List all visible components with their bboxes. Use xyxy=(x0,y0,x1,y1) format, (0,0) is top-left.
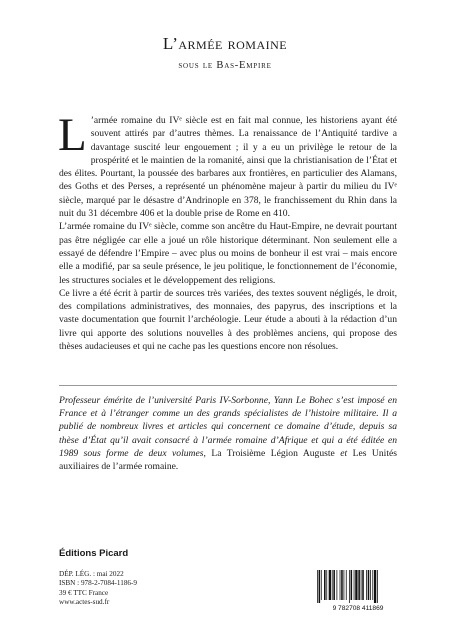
blurb-paragraph-text: ’armée romaine du IVᵉ siècle est en fait mal connue, les historiens ayant été souvent attirés par d’autres thèmes. La renaissance de l’Antiquité tardive a davantage suscité leur engouement ; il y a eu un privilège le retour de la prospérité et le maintien de la romanité, ainsi que la christianisation de l’État et des élites. Pourtant, la poussée des barbares aux frontières, en particulier des Alamans, des Goths et des Perses, a représenté un phénomène majeur à partir du milieu du IVᵉ siècle, marqué par le désastre d’Andrinople en 378, le franchissement du Rhin dans la nuit du 31 décembre 406 et la double prise de Rome en 410. xyxy=(59,115,397,220)
barcode-bar xyxy=(377,570,378,603)
barcode-bar xyxy=(355,570,357,600)
barcode-digits: 9 782708 411869 xyxy=(332,605,384,612)
drop-cap: L xyxy=(58,109,87,161)
publisher-name: Éditions Picard xyxy=(59,548,129,559)
barcode-bar xyxy=(361,570,362,600)
legal-deposit: DÉP. LÉG. : mai 2022 xyxy=(59,570,124,578)
divider xyxy=(59,385,397,386)
barcode-bar xyxy=(329,570,331,600)
barcode-bar xyxy=(337,570,338,600)
barcode-bar xyxy=(362,570,364,600)
blurb xyxy=(58,109,397,353)
barcode-bar xyxy=(346,570,347,600)
book-title-reference: La Troisième Légion Auguste xyxy=(211,447,335,459)
barcode-bar xyxy=(372,570,373,600)
barcode-bars xyxy=(317,570,378,603)
barcode-bar xyxy=(349,570,350,603)
barcode-bar xyxy=(340,570,341,600)
author-bio-text: et xyxy=(334,447,353,459)
barcode-bar xyxy=(332,570,333,600)
book-subtitle: sous le Bas-Empire xyxy=(178,60,272,71)
barcode-bar xyxy=(354,570,355,600)
barcode-bar xyxy=(317,570,318,603)
legal-info xyxy=(59,570,137,608)
barcode-bar xyxy=(319,570,321,603)
author-bio xyxy=(59,394,397,473)
barcode xyxy=(313,568,403,612)
barcode-bar xyxy=(344,570,345,600)
barcode-bar xyxy=(374,570,376,603)
barcode-bar xyxy=(321,570,322,600)
barcode-bar xyxy=(341,570,343,600)
barcode-bar xyxy=(370,570,371,600)
barcode-bar xyxy=(351,570,353,600)
barcode-bar xyxy=(366,570,367,600)
book-title: L’armée romaine xyxy=(162,34,288,53)
blurb-paragraph: Ce livre a été écrit à partir de sources très variées, des textes souvent négligés, le droit, des compilations administratives, des monnaies, des papyrus, des inscriptions et la vaste documentation que fournit l’archéologie. Leur étude a abouti à la rédaction d’un livre qui apporte des solutions nouvelles à des problèmes anciens, qui propose des thèses audacieuses et qui ne cache pas les questions encore non résolues. xyxy=(59,287,397,353)
website: www.actes-sud.fr xyxy=(59,598,110,607)
blurb-paragraph xyxy=(58,109,397,220)
blurb-paragraph: L’armée romaine du IVᵉ siècle, comme son ancêtre du Haut-Empire, ne devrait pourtant pas être négligée car elle a joué un rôle historique déterminant. Non seulement elle a essayé de défendre l’Empire – avec plus ou moins de bonheur il est vrai – mais encore elle a modifié, par sa seule présence, le jeu politique, le fonctionnement de l’économie, les structures sociales et le développement des religions. xyxy=(59,221,397,286)
barcode-bar xyxy=(333,570,335,600)
author-bio-text: . xyxy=(175,461,179,473)
barcode-bar xyxy=(358,570,360,600)
barcode-bar xyxy=(368,570,370,600)
barcode-bar xyxy=(326,570,327,600)
author-bio-text: Professeur émérite de l’université Paris IV-Sorbonne, Yann Le Bohec s’est imposé en France et à l’étranger comme un des grands spécialistes de l’histoire militaire. Il a publié de nombreux livres et articles qui concernent ce domaine d’étude, depuis sa thèse d’État qu’il avait consacré à l’armée romaine d’Afrique et qui a été éditée en 1989 sous forme de deux volumes, xyxy=(59,395,397,459)
price: 39 € TTC France xyxy=(59,588,109,597)
isbn: ISBN : 978-2-7084-1186-9 xyxy=(59,579,137,588)
book-title-reference: Les Unités auxiliaires de l’armée romaine xyxy=(59,447,397,473)
barcode-bar xyxy=(324,570,326,600)
